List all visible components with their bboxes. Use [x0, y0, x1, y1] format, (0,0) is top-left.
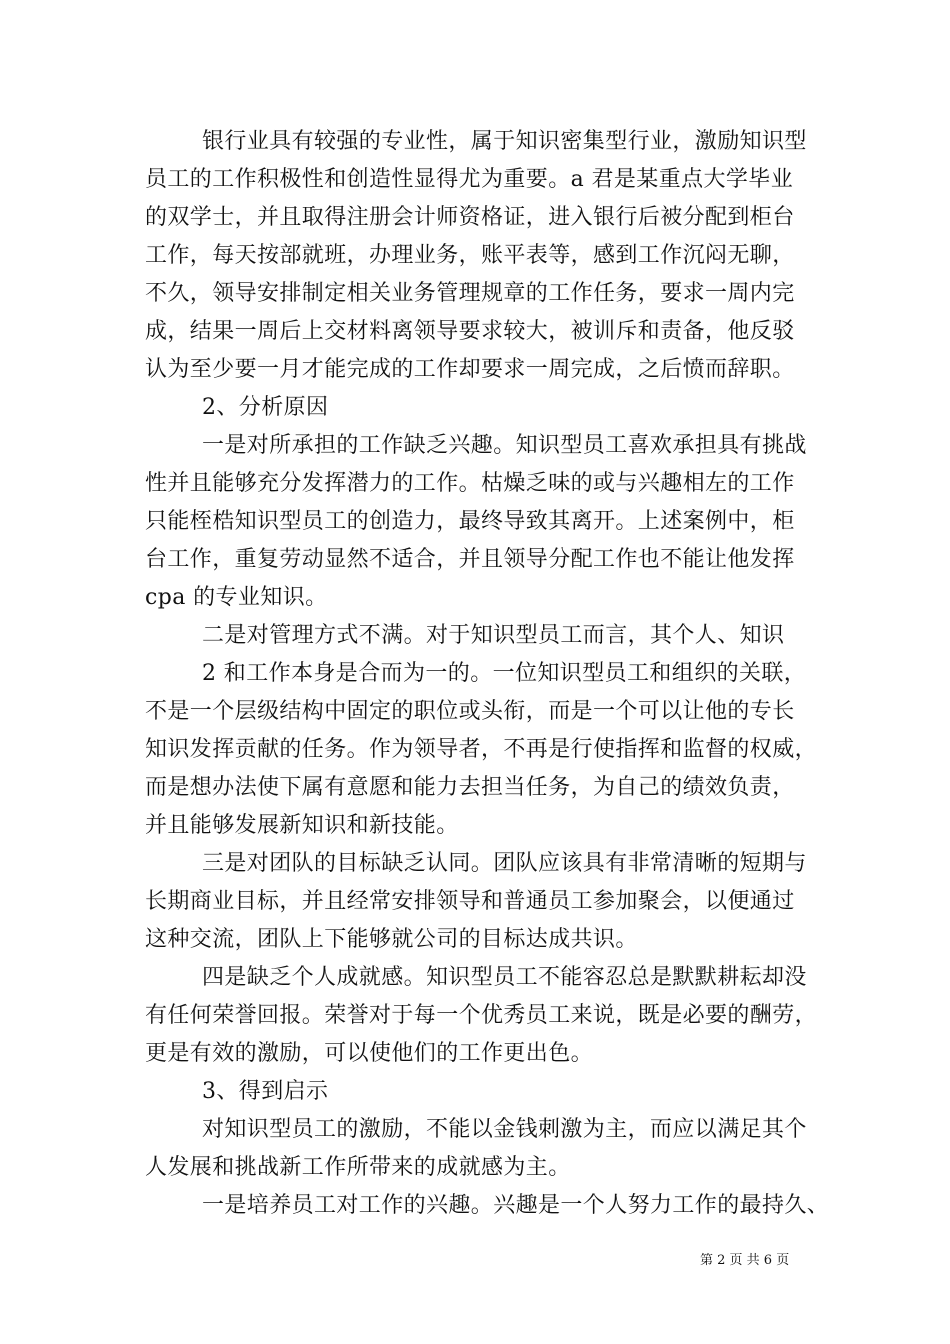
- body-line: 更是有效的激励，可以使他们的工作更出色。: [145, 1041, 594, 1066]
- body-line: 知识发挥贡献的任务。作为领导者，不再是行使指挥和监督的权威，: [145, 737, 818, 762]
- body-line: 二是对管理方式不满。对于知识型员工而言，其个人、知识: [202, 623, 785, 648]
- body-line: 不久，领导安排制定相关业务管理规章的工作任务，要求一周内完: [145, 281, 795, 306]
- body-line: 四是缺乏个人成就感。知识型员工不能容忍总是默默耕耘却没: [202, 965, 807, 990]
- body-line: 员工的工作积极性和创造性显得尤为重要。a 君是某重点大学毕业: [145, 167, 794, 192]
- body-line: 台工作，重复劳动显然不适合，并且领导分配工作也不能让他发挥: [145, 547, 795, 572]
- body-line: 这种交流，团队上下能够就公司的目标达成共识。: [145, 927, 638, 952]
- body-line: 性并且能够充分发挥潜力的工作。枯燥乏味的或与兴趣相左的工作: [145, 471, 795, 496]
- body-line: 三是对团队的目标缺乏认同。团队应该具有非常清晰的短期与: [202, 851, 807, 876]
- body-line: 2 和工作本身是合而为一的。一位知识型员工和组织的关联，: [202, 661, 807, 686]
- body-line: cpa 的专业知识。: [145, 585, 328, 610]
- body-line: 不是一个层级结构中固定的职位或头衔，而是一个可以让他的专长: [145, 699, 795, 724]
- body-line: 长期商业目标，并且经常安排领导和普通员工参加聚会，以便通过: [145, 889, 795, 914]
- section-heading: 2、分析原因: [202, 395, 329, 420]
- body-line: 一是对所承担的工作缺乏兴趣。知识型员工喜欢承担具有挑战: [202, 433, 807, 458]
- body-line: 人发展和挑战新工作所带来的成就感为主。: [145, 1155, 571, 1180]
- body-line: 只能桎梏知识型员工的创造力，最终导致其离开。上述案例中，柜: [145, 509, 795, 534]
- body-line: 对知识型员工的激励，不能以金钱刺激为主，而应以满足其个: [202, 1117, 807, 1142]
- body-line: 一是培养员工对工作的兴趣。兴趣是一个人努力工作的最持久、: [202, 1193, 830, 1218]
- body-line: 而是想办法使下属有意愿和能力去担当任务，为自己的绩效负责，: [145, 775, 795, 800]
- body-line: 认为至少要一月才能完成的工作却要求一周完成，之后愤而辞职。: [145, 357, 795, 382]
- body-line: 成，结果一周后上交材料离领导要求较大，被训斥和责备，他反驳: [145, 319, 795, 344]
- body-line: 银行业具有较强的专业性，属于知识密集型行业，激励知识型: [202, 129, 807, 154]
- body-line: 有任何荣誉回报。荣誉对于每一个优秀员工来说，既是必要的酬劳，: [145, 1003, 818, 1028]
- section-heading: 3、得到启示: [202, 1079, 329, 1104]
- body-line: 并且能够发展新知识和新技能。: [145, 813, 459, 838]
- body-line: 工作，每天按部就班，办理业务，账平表等，感到工作沉闷无聊，: [145, 243, 795, 268]
- body-line: 的双学士，并且取得注册会计师资格证，进入银行后被分配到柜台: [145, 205, 795, 230]
- page-number: 第 2 页 共 6 页: [700, 1253, 790, 1268]
